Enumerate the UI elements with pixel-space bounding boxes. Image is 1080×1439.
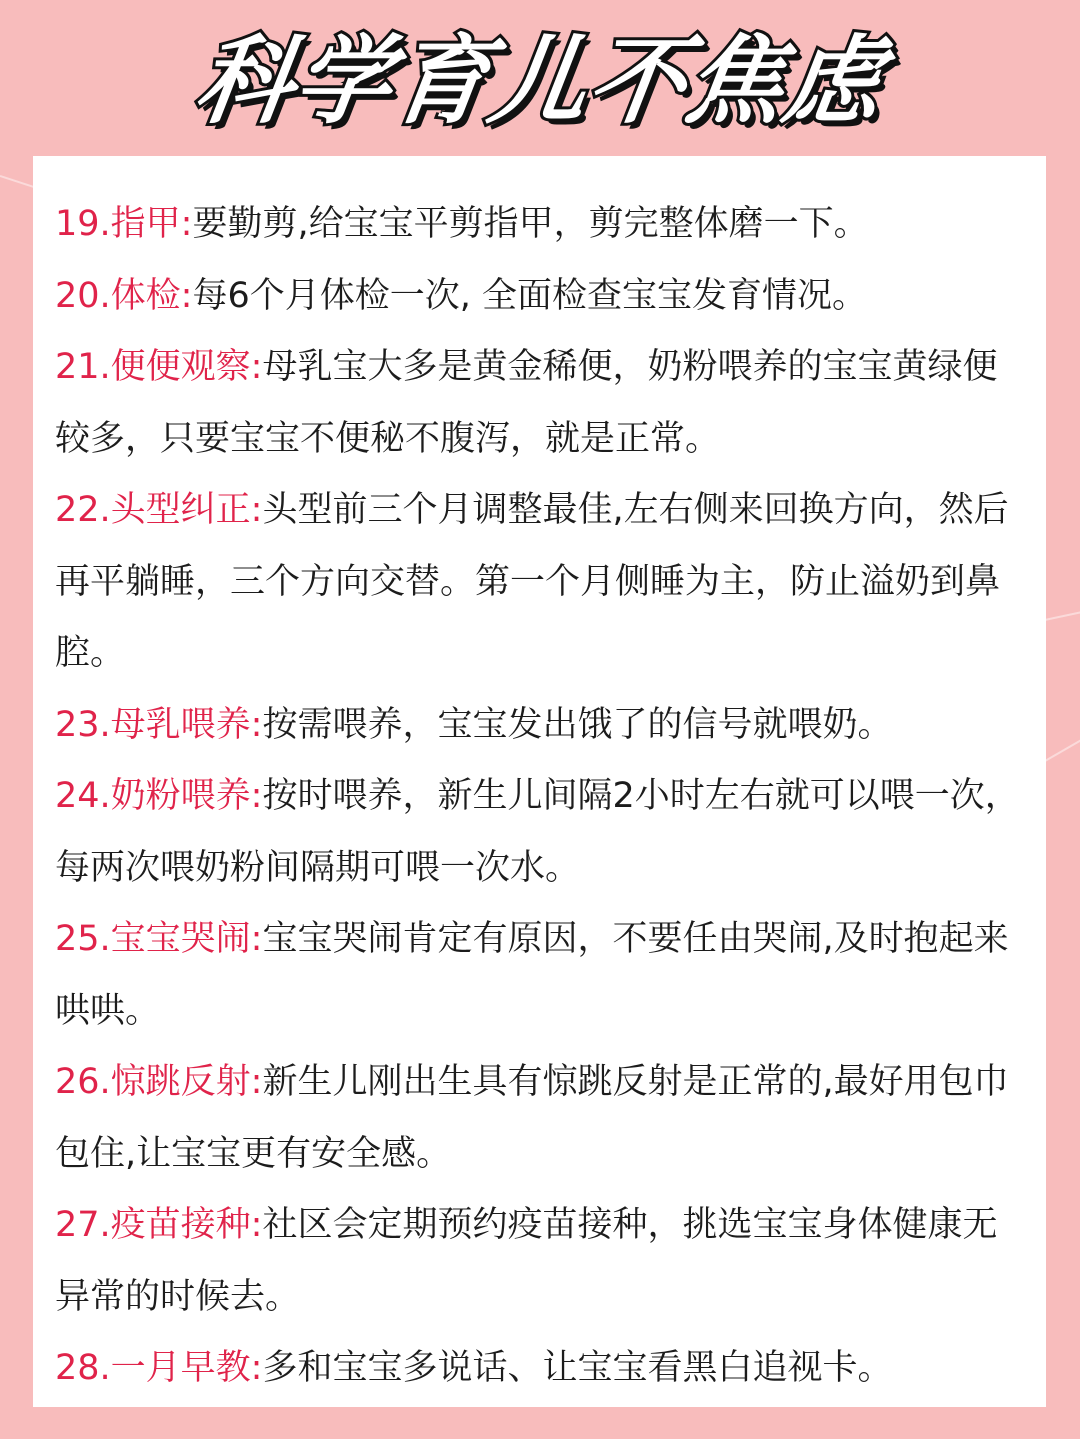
tip-label: 28.一月早教: — [55, 1348, 263, 1388]
tip-item — [55, 189, 1030, 261]
tip-item — [55, 1333, 1030, 1405]
tip-text: 要勤剪,给宝宝平剪指甲，剪完整体磨一下。 — [192, 204, 869, 244]
tip-label: 22.头型纠正: — [55, 490, 263, 530]
tip-label: 27.疫苗接种: — [55, 1205, 263, 1245]
tip-label: 19.指甲: — [55, 204, 193, 244]
page-title: 科学育儿不焦虑 — [189, 25, 891, 137]
tip-text: 母乳宝大多是黄金稀便，奶粉喂养的宝宝黄绿便较多，只要宝宝不便秘不腹泻，就是正常。 — [55, 347, 998, 459]
tip-item — [55, 332, 1030, 475]
tip-label: 23.母乳喂养: — [55, 704, 263, 745]
tip-item — [55, 1047, 1030, 1190]
tip-text: 每6个月体检一次, 全面检查宝宝发育情况。 — [192, 275, 867, 316]
tips-list — [55, 189, 1030, 1405]
tip-text: 宝宝哭闹肯定有原因，不要任由哭闹,及时抱起来哄哄。 — [55, 919, 1009, 1031]
tip-item — [55, 761, 1030, 904]
tip-text: 社区会定期预约疫苗接种，挑选宝宝身体健康无异常的时候去。 — [55, 1205, 998, 1317]
tip-text: 新生儿刚出生具有惊跳反射是正常的,最好用包巾包住,让宝宝更有安全感。 — [55, 1062, 1009, 1174]
tip-item — [55, 690, 1030, 762]
tip-text: 按时喂养，新生儿间隔2小时左右就可以喂一次，每两次喂奶粉间隔期可喂一次水。 — [55, 776, 1020, 888]
background-decoration-line — [1045, 735, 1080, 762]
content-card — [33, 156, 1046, 1407]
tip-label: 21.便便观察: — [55, 347, 263, 387]
tip-label: 26.惊跳反射: — [55, 1062, 263, 1102]
tip-item — [55, 904, 1030, 1047]
tip-label: 20.体检: — [55, 275, 193, 316]
tip-text: 头型前三个月调整最佳,左右侧来回换方向，然后再平躺睡，三个方向交替。第一个月侧睡为主，防止溢奶到鼻腔。 — [55, 490, 1009, 673]
tip-item — [55, 475, 1030, 690]
page-title-container — [0, 26, 1080, 136]
tip-item — [55, 1190, 1030, 1333]
tip-text: 多和宝宝多说话、让宝宝看黑白追视卡。 — [262, 1348, 893, 1388]
tip-label: 24.奶粉喂养: — [55, 776, 263, 816]
tip-item — [55, 261, 1030, 333]
tip-text: 按需喂养，宝宝发出饿了的信号就喂奶。 — [262, 704, 893, 745]
tip-label: 25.宝宝哭闹: — [55, 919, 263, 959]
